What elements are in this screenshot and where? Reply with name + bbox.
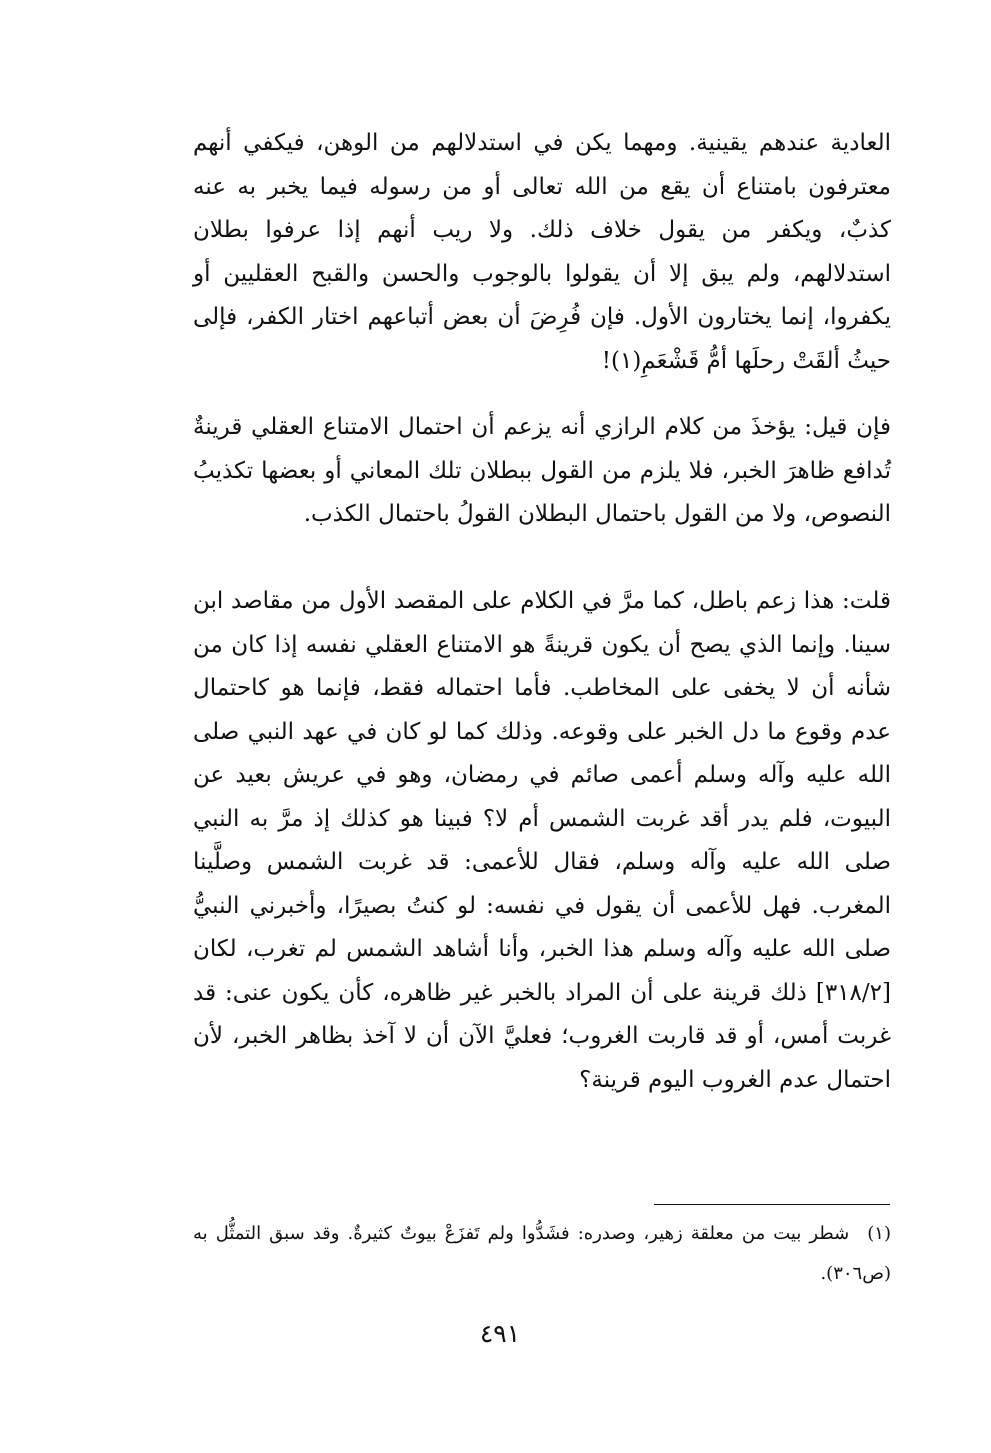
footnote <box>193 1214 891 1294</box>
footnote-marker: (١) <box>867 1223 891 1244</box>
paragraph-1: العادية عندهم يقينية. ومهما يكن في استدلالهم من الوهن، فيكفي أنهم معترفون بامتناع أن يقع من الله تعالى أو من رسوله فيما يخبر به عنه كذبٌ، ويكفر من يقول خلاف ذلك. ولا ريب أنهم إذا عرفوا بطلان استدلالهم، ولم يبق إلا أن يقولوا بالوجوب والحسن والقبح العقليين أو يكفروا، إنما يختارون الأول. فإن فُرِضَ أن بعض أتباعهم اختار الكفر، فإلى حيثُ ألقَتْ رحلَها أمُّ قَشْعَمِ(١)! <box>193 130 891 374</box>
paragraph-2: فإن قيل: يؤخذَ من كلام الرازي أنه يزعم أن احتمال الامتناع العقلي قرينةٌ تُدافع ظاهرَ الخبر، فلا يلزم من القول ببطلان تلك المعاني أو بعضها تكذيبُ النصوص، ولا من القول باحتمال البطلان القولُ باحتمال الكذب. <box>193 414 891 527</box>
page-number: ٤٩١ <box>479 1319 521 1348</box>
paragraph-3: قلت: هذا زعم باطل، كما مرَّ في الكلام على المقصد الأول من مقاصد ابن سينا. وإنما الذي يصح أن يكون قرينةً هو الامتناع العقلي نفسه إذا كان من شأنه أن لا يخفى على المخاطب. فأما احتماله فقط، فإنما هو كاحتمال عدم وقوع ما دل الخبر على وقوعه. وذلك كما لو كان في عهد النبي صلى الله عليه وآله وسلم أعمى صائم في رمضان، وهو في عريش بعيد عن البيوت، فلم يدر أقد غربت الشمس أم لا؟ فبينا هو كذلك إذ مرَّ به النبي صلى الله عليه وآله وسلم، فقال للأعمى: قد غربت الشمس وصلَّينا المغرب. فهل للأعمى أن يقول في نفسه: لو كنتُ بصيرًا، وأخبرني النبيُّ صلى الله عليه وآله وسلم هذا الخبر، وأنا أشاهد الشمس لم تغرب، لكان [٣١٨/٢] ذلك قرينة على أن المراد بالخبر غير ظاهره، كأن يكون عنى: قد غربت أمس، أو قد قاربت الغروب؛ فعليَّ الآن أن لا آخذ بظاهر الخبر، لأن احتمال عدم الغروب اليوم قرينة؟ <box>193 588 891 1093</box>
footnote-separator <box>654 1204 890 1205</box>
footnote-text: شطر بيت من معلقة زهير، وصدره: فشَدُّوا ولم تَفزَعْ بيوتٌ كثيرةٌ. وقد سبق التمثُّل به (ص٣٠٦). <box>193 1223 891 1284</box>
